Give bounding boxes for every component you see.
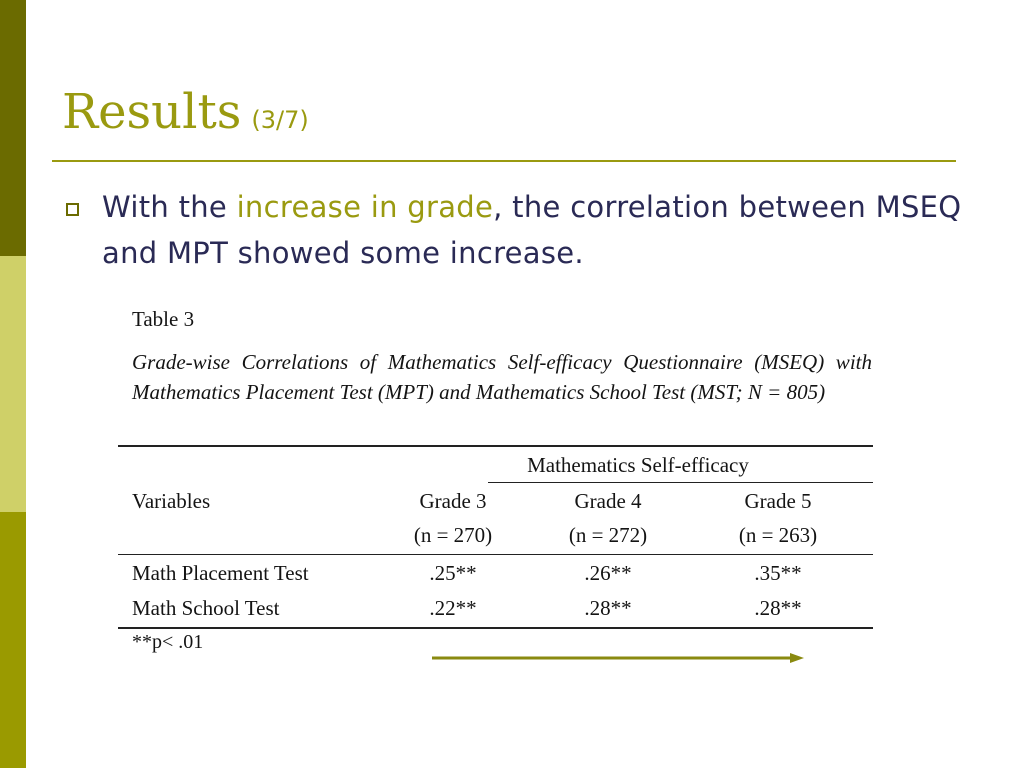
table-rule-header — [118, 554, 873, 555]
bullet-text-post: , the correlation between MSEQ and MPT showed some increase. — [102, 190, 962, 270]
table-row-2-grade4: .28** — [584, 596, 632, 620]
table-rule-bottom — [118, 627, 873, 629]
sidebar-band-bottom — [0, 512, 26, 768]
table-header-n4: (n = 272) — [568, 523, 648, 547]
table-rule-group — [488, 482, 873, 483]
sidebar-band-middle — [0, 256, 26, 512]
table-row-2-grade5: .28** — [754, 596, 802, 620]
table-header-n3: (n = 270) — [413, 523, 493, 547]
right-arrow-icon — [430, 650, 810, 666]
table-header-grade4: Grade 4 — [574, 489, 642, 513]
table-row-1-grade5: .35** — [754, 561, 802, 585]
table-row-1-grade3: .25** — [429, 561, 477, 585]
table-row-1-grade4: .26** — [584, 561, 632, 585]
slide-counter: (3/7) — [251, 106, 309, 134]
table-row-2-variable: Math School Test — [132, 596, 280, 620]
table-label: Table 3 — [132, 307, 195, 331]
bullet-text-pre: With the — [102, 190, 237, 224]
sidebar-band-top — [0, 0, 26, 256]
slide-title — [62, 84, 309, 140]
table-row-2-grade3: .22** — [429, 596, 477, 620]
title-rule — [52, 160, 956, 162]
bullet-text-highlight: increase in grade — [236, 190, 494, 224]
table-header-n5: (n = 263) — [738, 523, 818, 547]
table-caption: Grade-wise Correlations of Mathematics Self-efficacy Questionnaire (MSEQ) with Mathematics Placement Test (MPT) and Mathematics School Test (MST; N = 805) — [132, 350, 872, 404]
sidebar-decoration — [0, 0, 26, 768]
table-header-grade3: Grade 3 — [419, 489, 487, 513]
table-header-variables: Variables — [132, 489, 211, 513]
table-header-grade5: Grade 5 — [744, 489, 812, 513]
table-rule-top — [118, 445, 873, 447]
table-note: **p< .01 — [132, 631, 204, 653]
bullet-text — [102, 184, 982, 276]
results-table — [118, 305, 878, 665]
hollow-square-bullet-icon — [66, 203, 79, 216]
slide-title-text: Results — [62, 84, 242, 140]
table-group-header: Mathematics Self-efficacy — [527, 453, 749, 477]
table-row-1-variable: Math Placement Test — [132, 561, 309, 585]
